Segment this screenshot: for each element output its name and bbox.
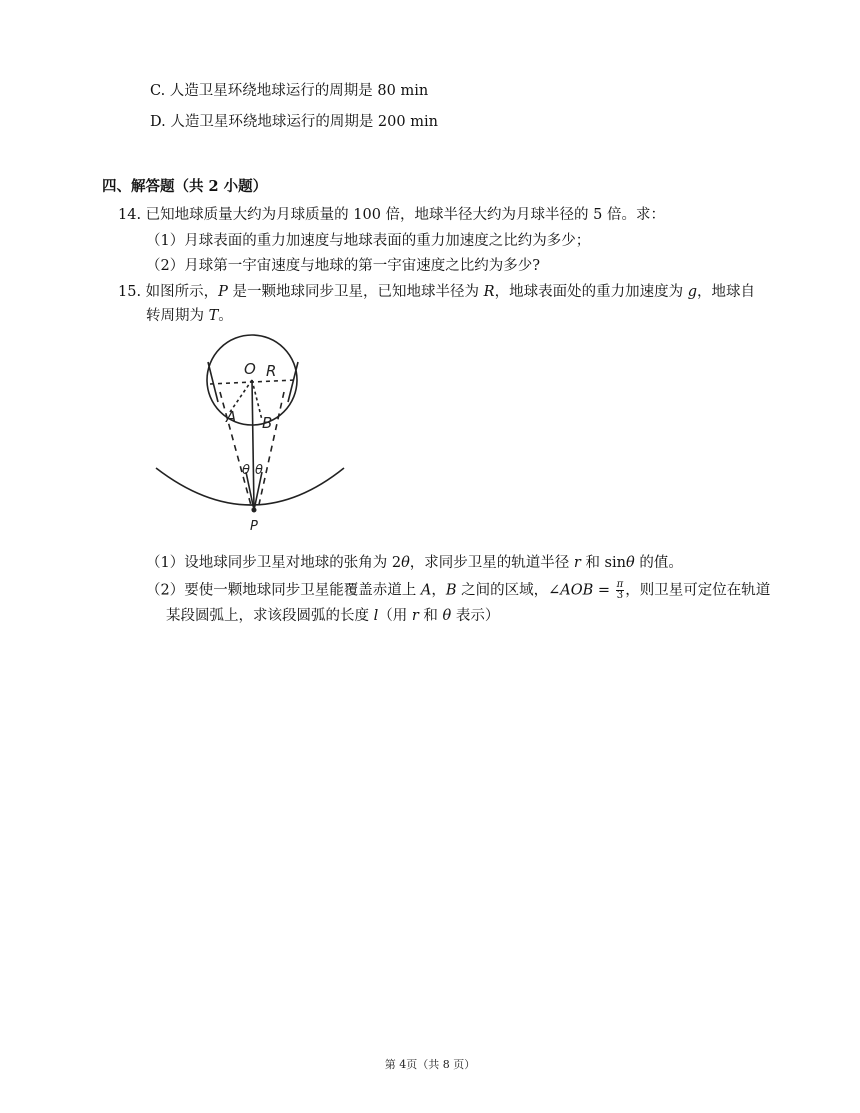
q15-stem-line2: 转周期为 T。 <box>146 308 233 324</box>
label-o: O <box>244 360 256 378</box>
label-theta-1: θ <box>242 463 250 478</box>
q14-part2: （2）月球第一宇宙速度与地球的第一宇宙速度之比约为多少? <box>146 258 540 274</box>
radius-ob <box>252 380 262 420</box>
orbit-figure <box>150 332 350 532</box>
option-c: C. 人造卫星环绕地球运行的周期是 80 min <box>150 83 429 99</box>
pi-over-3: $\frac{\pi}{3}$ <box>616 579 624 601</box>
q15-part1: （1）设地球同步卫星对地球的张角为 2θ，求同步卫星的轨道半径 r 和 sinθ 的值。 <box>146 555 683 571</box>
tangent-right <box>258 392 284 509</box>
option-d: D. 人造卫星环绕地球运行的周期是 200 min <box>150 114 438 130</box>
center-line <box>252 380 254 510</box>
q14-part1: （1）月球表面的重力加速度与地球表面的重力加速度之比约为多少； <box>146 233 591 249</box>
q15-part2-line2: 某段圆弧上，求该段圆弧的长度 l（用 r 和 θ 表示） <box>166 608 500 624</box>
orbit-diagram <box>150 332 350 532</box>
label-p: P <box>250 519 258 532</box>
section-title: 四、解答题（共 2 小题） <box>102 178 268 195</box>
label-theta-2: θ <box>255 463 263 478</box>
satellite-dot <box>252 508 257 513</box>
q15-part2: （2）要使一颗地球同步卫星能覆盖赤道上 A，B 之间的区域，∠AOB = $\frac{\pi}{3}$ ，则卫星可定位在轨道 <box>146 579 771 601</box>
label-r: R <box>266 362 277 380</box>
page-footer: 第 4页（共 8 页） <box>384 1058 476 1071</box>
label-a: A <box>226 408 237 426</box>
label-b: B <box>262 414 273 432</box>
q15-stem-line1: 15. 如图所示，P 是一颗地球同步卫星，已知地球半径为 R，地球表面处的重力加速度为 g，地球自 <box>118 284 755 300</box>
q14-stem: 14. 已知地球质量大约为月球质量的 100 倍，地球半径大约为月球半径的 5 倍。求： <box>118 207 666 223</box>
